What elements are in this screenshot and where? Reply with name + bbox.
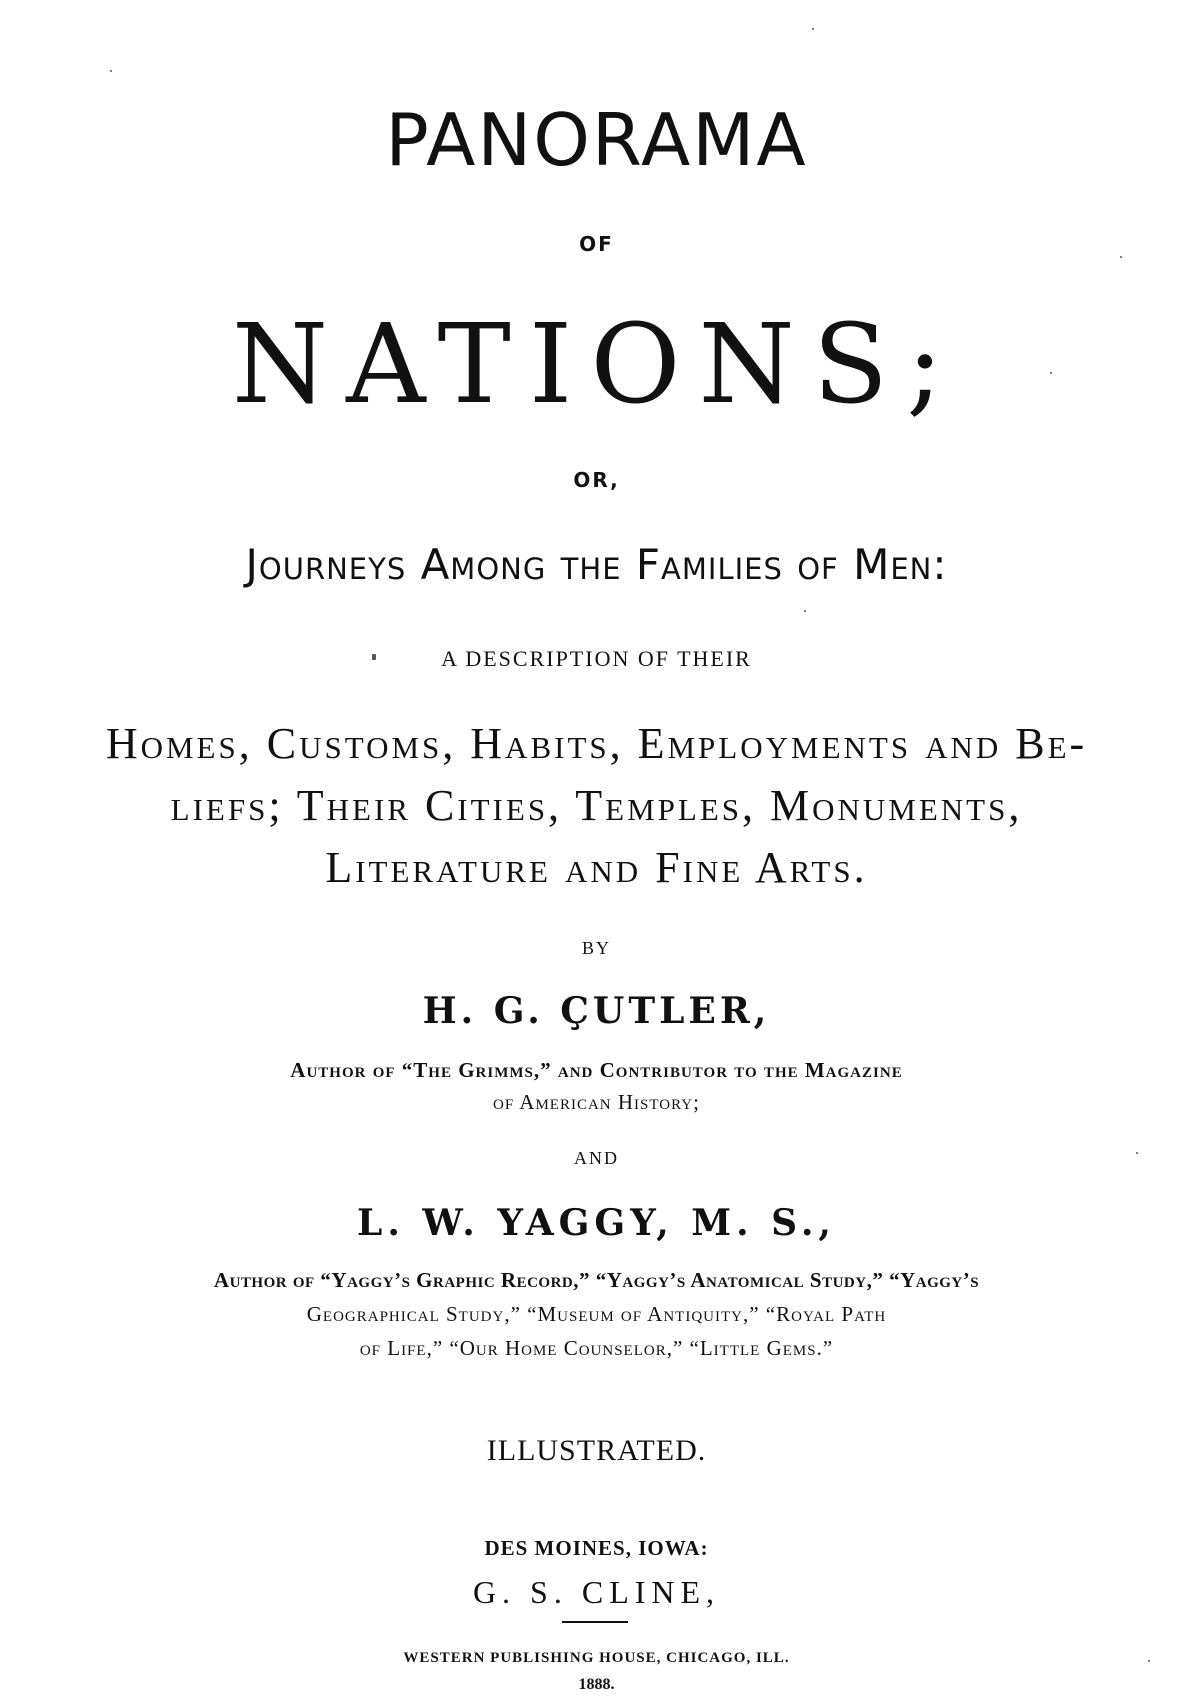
imprint-city: DES MOINES, IOWA: (484, 1536, 709, 1560)
imprint-printer: WESTERN PUBLISHING HOUSE, CHICAGO, ILL. (403, 1650, 790, 1666)
imprint-year: 1888. (578, 1676, 615, 1693)
topics-line-2: liefs; Their Cities, Temples, Monuments, (170, 781, 1023, 830)
topics-line-1: Homes, Customs, Habits, Employments and Be- (105, 719, 1088, 768)
scan-speck (1148, 1660, 1150, 1662)
description-intro: A DESCRIPTION OF THEIR (441, 646, 752, 671)
title-of: OF (579, 232, 614, 256)
author-2-credits-line-2: Geographical Study,” “Museum of Antiquity,” “Royal Path (306, 1302, 887, 1326)
scan-speck (1136, 1152, 1138, 1154)
author-2-credits-line-1: Author of “Yaggy’s Graphic Record,” “Yaggy’s Anatomical Study,” “Yaggy’s (213, 1268, 980, 1292)
scan-speck (804, 610, 806, 612)
scan-speck (812, 28, 814, 30)
scan-speck (372, 654, 376, 660)
imprint-publisher: G. S. CLINE, (472, 1574, 721, 1610)
title-panorama: PANORAMA (385, 98, 808, 182)
by-label: BY (581, 938, 611, 958)
scan-speck (1050, 372, 1052, 374)
author-1-name: H. G. ÇUTLER, (422, 990, 771, 1032)
title-or: OR, (573, 468, 620, 492)
author-2-credits-line-3: of Life,” “Our Home Counselor,” “Little Gems.” (359, 1336, 834, 1360)
illustrated-label: ILLUSTRATED. (486, 1434, 707, 1467)
scan-speck (110, 70, 112, 72)
author-1-credits-line-1: Author of “The Grimms,” and Contributor to the Magazine (290, 1058, 903, 1082)
author-2-name: L. W. YAGGY, M. S., (357, 1202, 836, 1244)
title-nations: NATIONS; (231, 300, 962, 428)
author-1-credits-line-2: of American History; (493, 1090, 700, 1114)
scan-speck (1120, 256, 1122, 258)
topics-line-3: Literature and Fine Arts. (325, 843, 868, 892)
imprint-rule (562, 1621, 628, 1623)
subtitle: Journeys Among the Families of Men: (245, 540, 948, 589)
and-label: AND (574, 1148, 619, 1168)
